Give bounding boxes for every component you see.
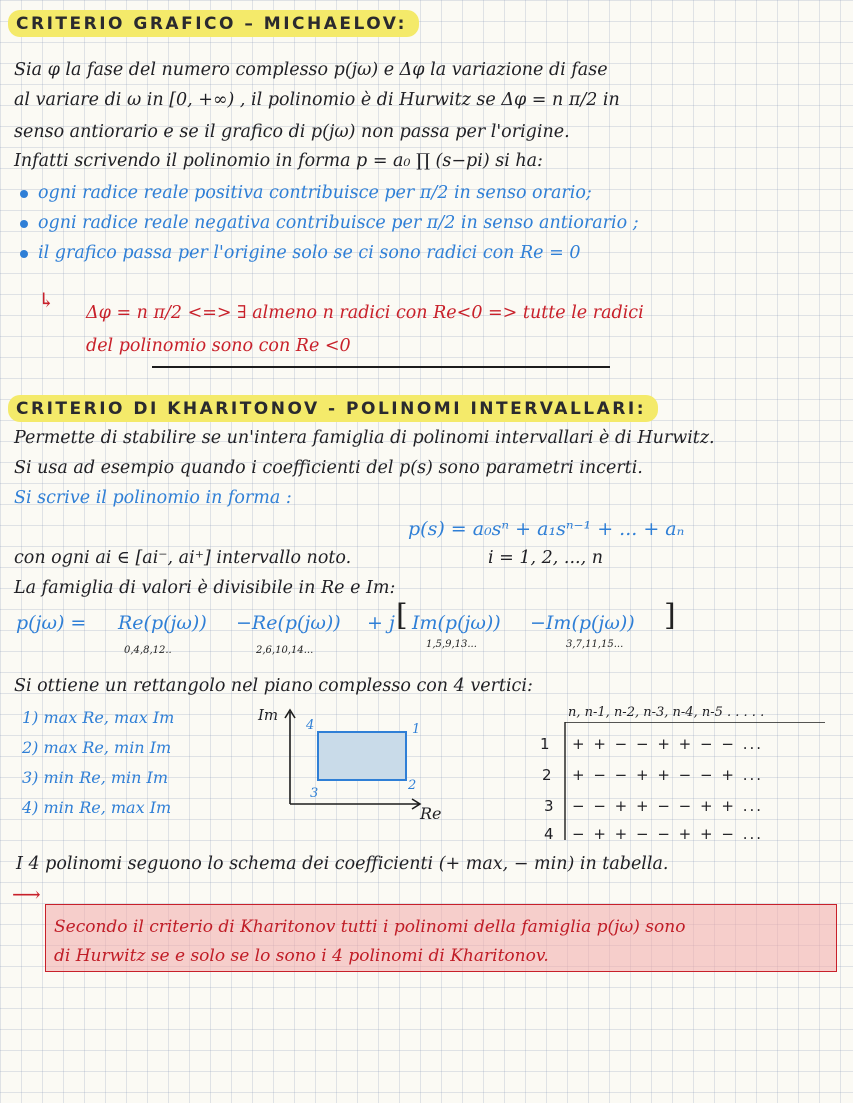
divider <box>152 366 610 368</box>
table-row: − + + − − + + − ... <box>572 825 763 843</box>
axis-label-re: Re <box>420 804 442 823</box>
table-header: n, n-1, n-2, n-3, n-4, n-5 . . . . . <box>568 705 765 720</box>
axis-label-im: Im <box>258 706 279 724</box>
formula-lhs: p(jω) = <box>16 612 87 634</box>
complex-plane-diagram <box>280 704 430 816</box>
table-row-id: 1 <box>540 735 550 753</box>
table-row: + − − + + − − + ... <box>572 766 763 784</box>
text-line: Infatti scrivendo il polinomio in forma p = a₀ ∏ (s−pi) si ha: <box>14 151 543 171</box>
bracket-close: ] <box>664 598 676 633</box>
box-line: di Hurwitz se e solo se lo sono i 4 polinomi di Kharitonov. <box>54 946 549 966</box>
formula-term: Re(p(jω)) <box>118 612 207 634</box>
bullet-icon <box>20 250 28 258</box>
arrow-icon: ⟶ <box>12 882 41 906</box>
text-line: al variare di ω in [0, +∞) , il polinomio è di Hurwitz se Δφ = n π/2 in <box>14 90 620 110</box>
formula-term: Im(p(jω)) <box>412 612 501 634</box>
table-row-id: 4 <box>544 825 554 843</box>
vertex-item: 1) max Re, max Im <box>22 708 175 727</box>
text-line: La famiglia di valori è divisibile in Re e Im: <box>14 578 396 598</box>
text-line: senso antiorario e se il grafico di p(jω) non passa per l'origine. <box>14 122 570 142</box>
arrow-icon: ↳ <box>38 288 55 312</box>
text-line: con ogni ai ∈ [ai⁻, ai⁺] intervallo noto. <box>14 548 352 568</box>
index-range: i = 1, 2, ..., n <box>488 548 603 568</box>
section-heading-michaelov: CRITERIO GRAFICO – MICHAELOV: <box>8 10 419 37</box>
text-line: Permette di stabilire se un'intera famiglia di polinomi intervallari è di Hurwitz. <box>14 428 715 448</box>
text-line: Sia φ la fase del numero complesso p(jω) e Δφ la variazione di fase <box>14 60 608 80</box>
table-row: + + − − + + − − ... <box>572 735 763 753</box>
bullet-item: ogni radice reale positiva contribuisce per π/2 in senso orario; <box>20 185 592 203</box>
polynomial-formula: p(s) = a₀sⁿ + a₁sⁿ⁻¹ + ... + aₙ <box>408 518 685 540</box>
highlight-box <box>45 904 837 972</box>
vertex-item: 4) min Re, max Im <box>22 798 172 817</box>
formula-subscript: 1,5,9,13... <box>426 639 477 650</box>
bullet-icon <box>20 190 28 198</box>
text-line: Si scrive il polinomio in forma : <box>14 488 292 508</box>
formula-subscript: 0,4,8,12.. <box>124 645 172 656</box>
bullet-item: il grafico passa per l'origine solo se ci sono radici con Re = 0 <box>20 245 580 263</box>
table-row-id: 2 <box>542 766 552 784</box>
conclusion-line: del polinomio sono con Re <0 <box>86 336 351 356</box>
formula-subscript: 3,7,11,15... <box>566 639 624 650</box>
formula-term: + j <box>367 612 395 634</box>
bracket-open: [ <box>396 598 408 633</box>
conclusion-line: Δφ = n π/2 <=> ∃ almeno n radici con Re<0 => tutte le radici <box>86 303 644 323</box>
text-line: Si ottiene un rettangolo nel piano complesso con 4 vertici: <box>14 676 533 696</box>
box-line: Secondo il criterio di Kharitonov tutti i polinomi della famiglia p(jω) sono <box>54 917 686 937</box>
bullet-item: ogni radice reale negativa contribuisce per π/2 in senso antiorario ; <box>20 215 639 233</box>
table-row-id: 3 <box>544 797 554 815</box>
vertex-item: 3) min Re, min Im <box>22 768 169 787</box>
corner-label: 1 <box>412 722 421 737</box>
section-heading-kharitonov: CRITERIO DI KHARITONOV - POLINOMI INTERVALLARI: <box>8 395 658 422</box>
corner-label: 2 <box>408 778 417 793</box>
corner-label: 4 <box>306 718 315 733</box>
text-line: Si usa ad esempio quando i coefficienti del p(s) sono parametri incerti. <box>14 458 643 478</box>
formula-term: −Im(p(jω)) <box>530 612 635 634</box>
vertex-item: 2) max Re, min Im <box>22 738 172 757</box>
table-row: − − + + − − + + ... <box>572 797 763 815</box>
formula-term: −Re(p(jω)) <box>236 612 341 634</box>
text-line: I 4 polinomi seguono lo schema dei coefficienti (+ max, − min) in tabella. <box>16 854 669 874</box>
formula-subscript: 2,6,10,14... <box>256 645 314 656</box>
bullet-icon <box>20 220 28 228</box>
corner-label: 3 <box>310 786 319 801</box>
